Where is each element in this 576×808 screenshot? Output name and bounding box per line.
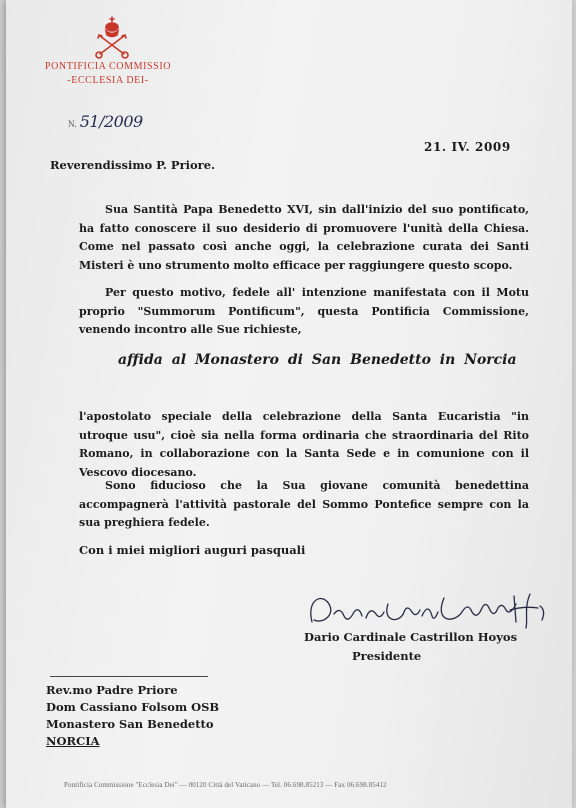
org-subname: -ECCLESIA DEI- — [67, 75, 149, 86]
protocol-handwritten: 51/2009 — [79, 112, 143, 131]
recipient-divider — [50, 676, 208, 677]
letter-date: 21. IV. 2009 — [424, 140, 511, 154]
paragraph-4: Sono fiducioso che la Sua giovane comunità benedettina accompagnerà l'attività pastorale del Sommo Pontefice sempre con la sua preghiera fedele. — [79, 479, 529, 529]
signer-name: Dario Cardinale Castrillon Hoyos — [304, 630, 518, 644]
recipient-address — [46, 682, 219, 750]
letterhead-org — [32, 60, 184, 88]
signer-title: Presidente — [352, 649, 422, 663]
recipient-line-3: Monastero San Benedetto — [46, 717, 214, 731]
paragraph-1: Sua Santità Papa Benedetto XVI, sin dall'inizio del suo pontificato, ha fatto conoscere il suo desiderio di promuovere l'unità della Chiesa. Come nel passato così anche oggi, la celebrazione curata dei Santi Misteri è uno strumento molto efficace per raggiungere questo scopo. — [79, 203, 529, 272]
letter-footer: Pontificia Commissione "Ecclesia Dei" — 00120 Città del Vaticano — Tel. 06.698.85213 — Fax 06.698.85412 — [64, 781, 387, 789]
papal-keys-crest-icon — [94, 14, 130, 60]
letter-page — [6, 0, 572, 808]
recipient-line-2: Dom Cassiano Folsom OSB — [46, 700, 220, 714]
paragraph-3: l'apostolato speciale della celebrazione della Santa Eucaristia "in utroque usu", cioè sia nella forma ordinaria che straordinaria del Rito Romano, in collaborazione con la Santa Sede e in comunione con il Vescovo diocesano. — [79, 410, 529, 479]
protocol-number — [68, 112, 143, 131]
org-name: PONTIFICIA COMMISSIO — [44, 61, 172, 72]
recipient-line-1: Rev.mo Padre Priore — [46, 683, 178, 697]
protocol-prefix: N. — [68, 119, 77, 129]
recipient-city: NORCIA — [46, 734, 100, 748]
salutation: Reverendissimo P. Priore. — [50, 158, 216, 172]
paragraph-2: Per questo motivo, fedele all' intenzione manifestata con il Motu proprio "Summorum Pontificum", questa Pontificia Commissione, venendo incontro alle Sue richieste, — [79, 286, 529, 336]
paragraph-entrustment: affida al Monastero di San Benedetto in Norcia — [118, 352, 517, 368]
closing: Con i miei migliori auguri pasquali — [79, 543, 306, 557]
handwritten-signature — [304, 588, 554, 636]
